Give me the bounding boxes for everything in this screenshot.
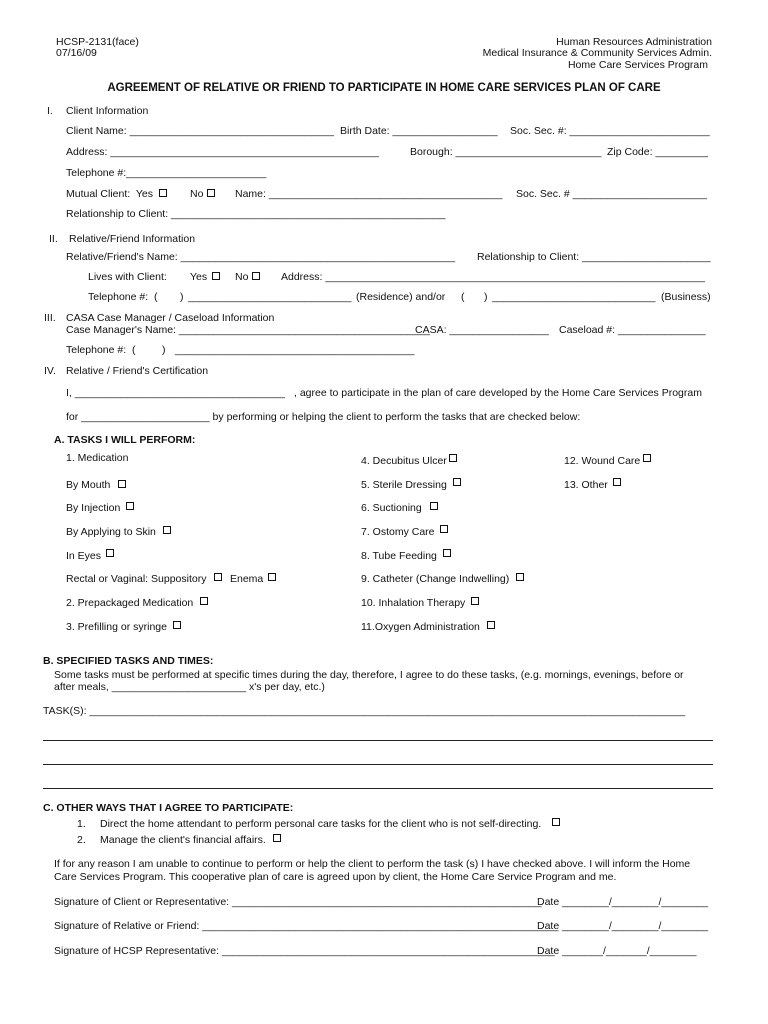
task-wound-care-checkbox[interactable] [643, 454, 651, 462]
task-oxygen-label: 11.Oxygen Administration [361, 621, 480, 633]
tasks-c-item-1-label: Direct the home attendant to perform personal care tasks for the client who is not self-directing. [100, 818, 542, 830]
task-eyes-label: In Eyes [66, 550, 102, 562]
address-field[interactable]: Address: ______________________________________________ [66, 146, 379, 158]
task-medication-label: 1. Medication [66, 452, 129, 464]
section-1-title: Client Information [66, 105, 149, 117]
business-paren-close: ) [484, 291, 488, 303]
task-oxygen-checkbox[interactable] [487, 621, 495, 629]
section-2-number: II. [49, 233, 58, 245]
relative-relationship-field[interactable]: Relationship to Client: ______________________ [477, 251, 711, 263]
mutual-client-yes-checkbox[interactable] [159, 189, 167, 197]
task-enema-checkbox[interactable] [268, 573, 276, 581]
task-other-checkbox[interactable] [613, 478, 621, 486]
business-label: (Business) [661, 291, 711, 303]
tasks-b-heading: B. SPECIFIED TASKS AND TIMES: [43, 655, 214, 667]
task-sterile-dressing-label: 5. Sterile Dressing [361, 479, 447, 491]
caseload-field[interactable]: Caseload #: _______________ [559, 324, 706, 336]
form-date: 07/16/09 [56, 47, 97, 59]
client-signature-date-field[interactable]: Date ________/________/________ [537, 896, 709, 908]
task-tube-feeding-label: 8. Tube Feeding [361, 550, 437, 562]
tasks-a-heading: A. TASKS I WILL PERFORM: [54, 434, 196, 446]
task-inhalation-label: 10. Inhalation Therapy [361, 597, 466, 609]
tasks-c-item-2-number: 2. [77, 834, 86, 846]
mutual-client-name-field[interactable]: Name: ________________________________________ [235, 188, 503, 200]
tasks-b-text-line-1: Some tasks must be performed at specific times during the day, therefore, I agree to do these tasks, (e.g. mornings, evenings, before or [54, 669, 684, 681]
lives-with-no-label: No [235, 271, 249, 283]
mutual-client-no-label: No [190, 188, 204, 200]
tasks-c-heading: C. OTHER WAYS THAT I AGREE TO PARTICIPATE: [43, 802, 294, 814]
task-catheter-label: 9. Catheter (Change Indwelling) [361, 573, 510, 585]
section-1-number: I. [47, 105, 53, 117]
hcsp-signature-date-field[interactable]: Date _______/_______/________ [537, 945, 697, 957]
closing-line-1: If for any reason I am unable to continue to perform or help the client to perform the task (s) I have checked above. I will inform the Home [54, 858, 691, 870]
certification-name-field[interactable]: I, ____________________________________ [66, 387, 285, 399]
case-manager-telephone-label: Telephone #: ( [66, 344, 136, 356]
birth-date-field[interactable]: Birth Date: __________________ [340, 125, 498, 137]
task-suctioning-checkbox[interactable] [430, 502, 438, 510]
relative-signature-date-field[interactable]: Date ________/________/________ [537, 920, 709, 932]
task-suppository-label: Rectal or Vaginal: Suppository [66, 573, 207, 585]
lives-with-yes-checkbox[interactable] [212, 272, 220, 280]
task-prepackaged-checkbox[interactable] [200, 597, 208, 605]
tasks-field[interactable]: TASK(S): ______________________________________________________________________________________________________ [43, 705, 686, 717]
task-decubitus-checkbox[interactable] [449, 454, 457, 462]
mutual-client-no-checkbox[interactable] [207, 189, 215, 197]
case-manager-field[interactable]: Case Manager's Name: ___________________________________________ [66, 324, 430, 336]
direct-attendant-checkbox[interactable] [552, 818, 560, 826]
soc-sec-field[interactable]: Soc. Sec. #: ________________________ [510, 125, 710, 137]
tasks-blank-line-3[interactable] [43, 788, 713, 789]
section-3-title: CASA Case Manager / Caseload Information [66, 312, 275, 324]
relative-address-field[interactable]: Address: _________________________________________________________________ [281, 271, 705, 283]
section-2-title: Relative/Friend Information [69, 233, 196, 245]
case-manager-paren-close: ) [162, 344, 166, 356]
telephone-field[interactable]: Telephone #:________________________ [66, 167, 267, 179]
business-phone-field[interactable]: ____________________________ [492, 291, 656, 303]
section-4-number: IV. [44, 365, 56, 377]
relative-signature-field[interactable]: Signature of Relative or Friend: _____________________________________________________________ [54, 920, 559, 932]
task-skin-label: By Applying to Skin [66, 526, 156, 538]
telephone-paren-close: ) [180, 291, 184, 303]
casa-field[interactable]: CASA: _________________ [415, 324, 549, 336]
section-4-title: Relative / Friend's Certification [66, 365, 209, 377]
section-3-number: III. [44, 312, 56, 324]
relative-telephone-label: Telephone #: ( [88, 291, 158, 303]
residence-label: (Residence) and/or [356, 291, 446, 303]
lives-with-no-checkbox[interactable] [252, 272, 260, 280]
manage-finances-checkbox[interactable] [273, 834, 281, 842]
client-name-field[interactable]: Client Name: ___________________________________ [66, 125, 334, 137]
task-suppository-checkbox[interactable] [214, 573, 222, 581]
business-paren-open: ( [461, 291, 465, 303]
tasks-c-item-2-label: Manage the client's financial affairs. [100, 834, 266, 846]
task-by-injection-label: By Injection [66, 502, 121, 514]
task-tube-feeding-checkbox[interactable] [443, 549, 451, 557]
task-inhalation-checkbox[interactable] [471, 597, 479, 605]
mutual-client-label: Mutual Client: Yes [66, 188, 153, 200]
org-line-3: Home Care Services Program [567, 59, 708, 71]
task-ostomy-checkbox[interactable] [440, 525, 448, 533]
residence-phone-field[interactable]: ____________________________ [188, 291, 352, 303]
case-manager-telephone-field[interactable]: _________________________________________ [175, 344, 415, 356]
task-by-injection-checkbox[interactable] [126, 502, 134, 510]
certification-line-1: , agree to participate in the plan of care developed by the Home Care Services Program [294, 387, 702, 399]
form-title: AGREEMENT OF RELATIVE OR FRIEND TO PARTICIPATE IN HOME CARE SERVICES PLAN OF CARE [107, 82, 661, 94]
org-line-1: Human Resources Administration [556, 36, 712, 48]
org-line-2: Medical Insurance & Community Services Admin. [482, 47, 712, 59]
task-eyes-checkbox[interactable] [106, 549, 114, 557]
task-wound-care-label: 12. Wound Care [564, 455, 641, 467]
tasks-b-text-line-2: after meals, _______________________ x's per day, etc.) [54, 681, 325, 693]
task-other-label: 13. Other [564, 479, 608, 491]
tasks-blank-line-2[interactable] [43, 764, 713, 765]
task-prepackaged-label: 2. Prepackaged Medication [66, 597, 194, 609]
client-signature-field[interactable]: Signature of Client or Representative: _____________________________________________________ [54, 896, 542, 908]
lives-with-client-label: Lives with Client: [88, 271, 167, 283]
task-prefilling-label: 3. Prefilling or syringe [66, 621, 167, 633]
task-by-mouth-checkbox[interactable] [118, 480, 126, 488]
certification-line-2: for ______________________ by performing or helping the client to perform the tasks that are checked below: [66, 411, 581, 423]
form-code: HCSP-2131(face) [56, 36, 139, 48]
task-sterile-dressing-checkbox[interactable] [453, 478, 461, 486]
task-prefilling-checkbox[interactable] [173, 621, 181, 629]
task-enema-label: Enema [230, 573, 264, 585]
lives-with-yes-label: Yes [190, 271, 208, 283]
tasks-blank-line-1[interactable] [43, 740, 713, 741]
relative-name-field[interactable]: Relative/Friend's Name: _______________________________________________ [66, 251, 456, 263]
task-decubitus-label: 4. Decubitus Ulcer [361, 455, 447, 467]
task-suctioning-label: 6. Suctioning [361, 502, 422, 514]
task-by-mouth-label: By Mouth [66, 479, 111, 491]
task-catheter-checkbox[interactable] [516, 573, 524, 581]
tasks-c-item-1-number: 1. [77, 818, 86, 830]
borough-field[interactable]: Borough: _________________________ [410, 146, 602, 158]
relationship-field[interactable]: Relationship to Client: _______________________________________________ [66, 208, 446, 220]
task-skin-checkbox[interactable] [163, 526, 171, 534]
zip-code-field[interactable]: Zip Code: _________ [607, 146, 708, 158]
task-ostomy-label: 7. Ostomy Care [361, 526, 435, 538]
hcsp-signature-field[interactable]: Signature of HCSP Representative: _________________________________________________________ [54, 945, 555, 957]
closing-line-2: Care Services Program. This cooperative plan of care is agreed upon by client, the Home Care Service Program and me. [54, 871, 617, 883]
mutual-client-soc-sec-field[interactable]: Soc. Sec. # _______________________ [516, 188, 707, 200]
